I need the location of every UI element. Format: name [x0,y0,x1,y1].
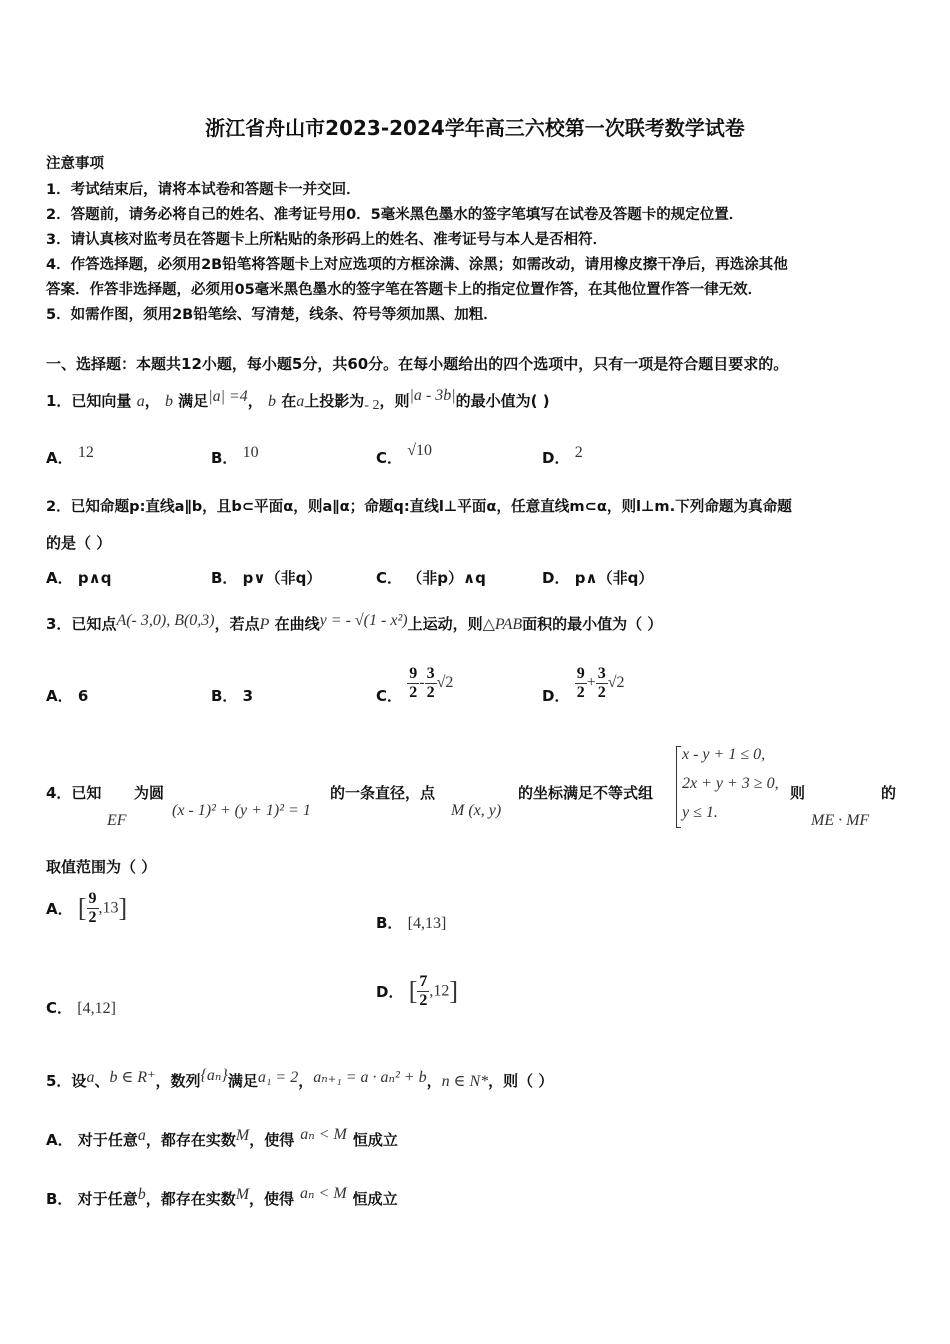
radical: √2 [436,674,454,691]
q1-math: |a| =4 [208,388,248,405]
option-label: A． [46,900,73,918]
q2-option-a[interactable] [46,567,112,588]
option-math: aₙ < M [300,1185,347,1202]
option-label: D． [542,569,570,587]
numerator: 7 [419,973,428,990]
option-value: 2 [574,444,583,461]
option-text: 对于任意 [77,1131,138,1149]
denominator: 2 [576,683,585,701]
option-value: p∨（非q） [242,569,322,587]
denominator: 2 [597,683,606,701]
q3-option-c[interactable] [376,660,453,706]
q4-text: 4．已知 [46,784,102,802]
q3-math: y = - √(1 - x²) [319,612,408,629]
radical: √2 [607,674,625,691]
numerator: 9 [576,664,585,682]
option-math: b [137,1186,146,1203]
notice-item: 3．请认真核对监考员在答题卡上所粘贴的条形码上的姓名、准考证号与本人是否相符． [46,232,608,248]
q4-text: 为圆 [134,784,165,802]
q5-option-b[interactable] [46,1185,398,1209]
q1-math: b [164,393,173,410]
option-text: 恒成立 [352,1190,398,1208]
q4-text: 的一条直径，点 [330,784,436,802]
fraction [417,973,429,1010]
q5-math: a [86,1069,95,1086]
option-label: B． [376,914,403,932]
option-math: aₙ < M [300,1126,347,1143]
option-text: 恒成立 [352,1131,398,1149]
q1-option-c[interactable] [376,442,433,468]
option-label: A． [46,1131,73,1149]
q5-text: 5．设 [46,1072,87,1090]
question-2: 2．已知命题p:直线a∥b，且b⊂平面α，则a∥α；命题q:直线l⊥平面α，任意直线m⊂α，则l⊥m.下列命题为真命题 [46,498,792,515]
option-label: B． [211,569,238,587]
numerator: 3 [597,664,606,682]
q5-math: b ∈ R⁺ [109,1069,156,1086]
option-label: A． [46,449,73,467]
question-5 [46,1067,554,1091]
q3-math: P [259,616,270,633]
option-label: D． [376,983,404,1001]
option-text: ，都存在实数 [145,1190,236,1208]
q3-text: ，若点 [214,615,260,633]
q1-text: 满足 [178,392,209,410]
option-label: C． [46,999,73,1017]
q2-option-c[interactable] [376,567,486,588]
q4-option-c[interactable] [46,997,116,1018]
q5-text: ， [298,1072,314,1090]
q4-text: 取值范围为（ ） [46,858,157,876]
q1-text: ，则 [379,392,410,410]
notice-item: 2．答题前，请务必将自己的姓名、准考证号用0．5毫米黑色墨水的签字笔填写在试卷及答题卡的规定位置． [46,207,744,223]
fraction [425,665,437,702]
q1-math: |a - 3b| [409,387,456,404]
option-label: C． [376,687,403,705]
q3-math: △PAB [482,616,523,633]
fraction [407,665,419,702]
fraction [575,665,587,702]
numerator: 3 [426,664,435,682]
option-value: 12 [77,444,94,461]
q1-text: ， [247,392,263,410]
option-value: [4,12] [77,1000,116,1017]
option-text: ，使得 [249,1190,295,1208]
option-label: B． [211,449,238,467]
numerator: 9 [409,664,418,682]
option-label: D． [542,449,570,467]
q1-math: a [296,393,305,410]
q1-text: 上投影为 [304,392,365,410]
denominator: 2 [409,683,418,701]
fraction [87,890,99,927]
q4-option-a[interactable]: A． [ $\frac{9}{2}$ ,13] [46,890,128,926]
fraction [596,665,608,702]
q1-math: a [136,393,145,410]
q1-option-b[interactable] [211,444,259,468]
question-3 [46,613,662,634]
question-2-cont: 的是（ ） [46,534,112,552]
q5-text: 满足 [227,1072,258,1090]
option-value: 3 [242,687,254,705]
option-text: ，都存在实数 [145,1131,236,1149]
q4-text: 的坐标满足不等式组 [518,784,654,802]
q5-math: n ∈ N* [441,1073,489,1090]
q4-system-row: 2x + y + 3 ≥ 0, [682,775,779,792]
operator: - [419,674,425,691]
option-value: （非p）∧q [407,569,486,587]
q4-math: M (x, y) [451,802,502,819]
notice-heading: 注意事项 [46,156,104,172]
q1-option-d[interactable] [542,444,583,468]
q2-option-d[interactable] [542,567,653,588]
option-label: C． [376,449,403,467]
option-label: B． [211,687,238,705]
option-label: B． [46,1190,73,1208]
denominator: 2 [419,992,428,1009]
notice-item: 答案．作答非选择题，必须用05毫米黑色墨水的签字笔在答题卡上的指定位置作答，在其他位置作答一律无效． [46,282,763,298]
option-math: M [235,1127,250,1144]
q4-text: 则 [790,784,806,802]
option-math: M [235,1186,250,1203]
question-1 [46,387,550,413]
page-title: 浙江省舟山市2023-2024学年高三六校第一次联考数学试卷 [205,116,745,140]
option-value: [4,13] [407,915,447,932]
q3-text: 面积的最小值为（ ） [522,615,663,633]
option-value: ,13 [98,899,119,917]
option-label: A． [46,569,73,587]
q3-option-b[interactable] [211,685,253,706]
option-label: D． [542,687,570,705]
q4-math: ME · MF [811,812,870,829]
option-value: p∧q [77,569,112,587]
q3-option-a[interactable] [46,685,88,706]
q5-text: ，数列 [155,1072,201,1090]
option-value: 6 [77,687,89,705]
q5-option-a[interactable] [46,1126,398,1150]
q4-text: 的 [881,784,897,802]
q1-option-a[interactable] [46,444,94,468]
section-heading: 一、选择题：本题共12小题，每小题5分，共60分。在每小题给出的四个选项中，只有一项是符合题目要求的。 [46,355,789,373]
q1-text: ， [144,392,160,410]
q4-system-row: y ≤ 1. [682,804,718,821]
q3-text: 上运动，则 [407,615,483,633]
numerator: 9 [88,890,97,907]
q4-option-d[interactable]: D． [ $\frac{7}{2}$ ,12] [376,973,459,1009]
q2-option-b[interactable] [211,567,321,588]
q5-text: 、 [94,1072,110,1090]
q5-math: {aₙ} [200,1067,228,1084]
option-value: 10 [242,444,259,461]
q1-text: 1．已知向量 [46,392,132,410]
q4-math: EF [107,812,127,829]
q5-math: aₙ₊₁ = a · aₙ² + b [313,1069,427,1086]
brace [676,746,681,828]
option-text: 对于任意 [77,1190,138,1208]
q4-option-b[interactable] [376,912,446,933]
q3-text: 在曲线 [274,615,320,633]
notice-item: 4．作答选择题，必须用2B铅笔将答题卡上对应选项的方框涂满、涂黑；如需改动，请用橡皮擦干净后，再选涂其他 [46,257,788,273]
denominator: 2 [88,909,97,926]
option-value: ,12 [429,982,450,1000]
q1-math: - 2 [364,398,380,413]
option-math: a [137,1127,146,1144]
q5-text: ，则（ ） [488,1072,554,1090]
q3-text: 3．已知点 [46,615,117,633]
option-label: A． [46,687,73,705]
option-value: √10 [407,442,433,459]
operator: + [586,674,596,691]
notice-item: 5．如需作图，须用2B铅笔绘、写清楚，线条、符号等须加黑、加粗． [46,307,498,323]
q3-math: A(- 3,0), B(0,3) [116,612,215,629]
q3-option-d[interactable] [542,660,625,706]
option-value: p∧（非q） [574,569,654,587]
notice-item: 1．考试结束后，请将本试卷和答题卡一并交回． [46,182,361,198]
option-label: C． [376,569,403,587]
q4-system-row: x - y + 1 ≤ 0, [682,746,766,763]
q5-math: a₁ = 2 [257,1069,299,1086]
denominator: 2 [426,683,435,701]
q1-text: 在 [281,392,297,410]
q5-text: ， [426,1072,442,1090]
q1-text: 的最小值为( ) [455,392,550,410]
option-text: ，使得 [249,1131,295,1149]
q1-math: b [268,393,277,410]
q4-math: (x - 1)² + (y + 1)² = 1 [172,802,311,819]
